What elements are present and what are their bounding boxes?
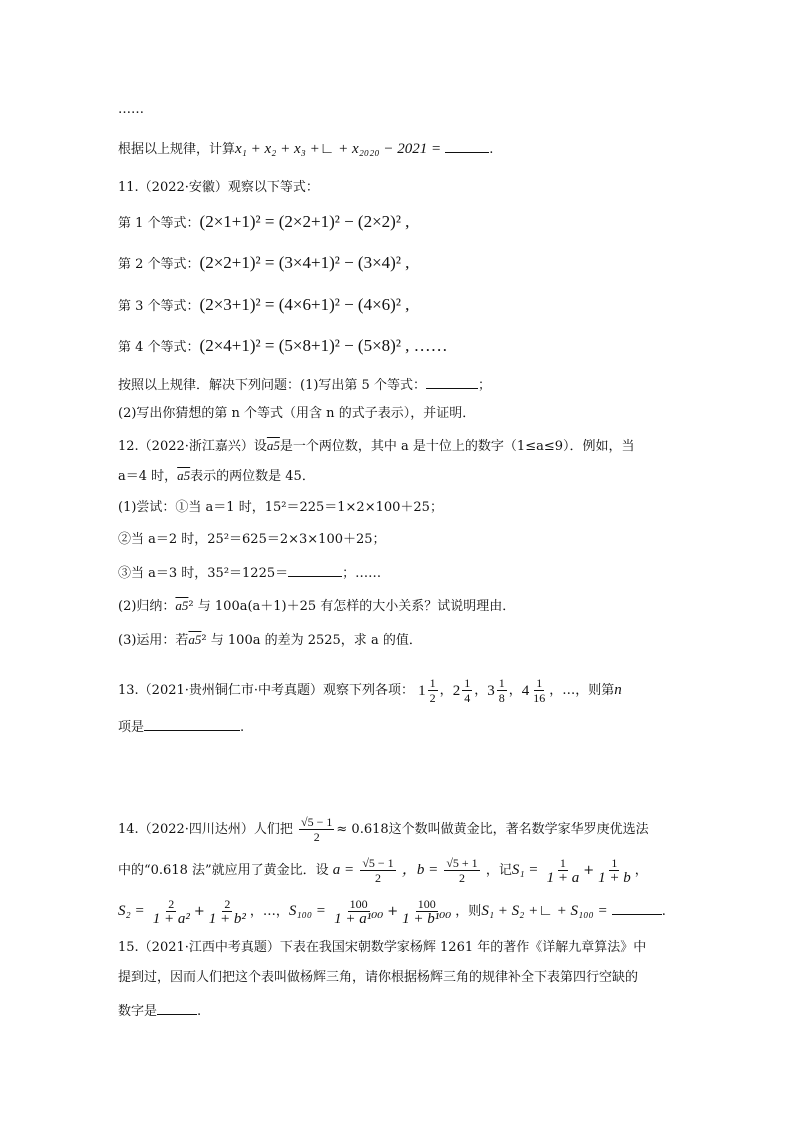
fraction-part: $\frac{1}{16}$ xyxy=(533,676,546,705)
problem-15-line-2: 提到过，因而人们把这个表叫做杨辉三角，请你根据杨辉三角的规律补全下表第四行空缺的 xyxy=(118,970,639,985)
problem-11-header: 11.（2022·安徽）观察以下等式： xyxy=(118,180,319,195)
s100-term-a: $\frac{100}{\text{1 + a¹⁰⁰}}$ xyxy=(334,897,384,927)
answer-blank xyxy=(445,138,489,153)
fraction-part: $\frac{1}{8}$ xyxy=(498,676,505,705)
problem-12-step-1: (1)尝试：①当 a＝1 时，15²＝225＝1×2×100＋25； xyxy=(118,500,443,515)
problem-12-header: 12.（2022·浙江嘉兴）设a5是一个两位数，其中 a 是十位上的数字（1≤a≤9）．例如，当 xyxy=(118,438,635,454)
a-fraction: $\frac{√5 - 1}{2}$ xyxy=(362,856,394,885)
answer-blank xyxy=(144,716,240,731)
answer-blank xyxy=(426,374,478,389)
whole-part: 3 xyxy=(487,682,495,699)
problem-11-task-1: 按照以上规律．解决下列问题：(1)写出第 5 个等式： ； xyxy=(118,374,491,396)
s100-term-b: $\frac{100}{\text{1 + b¹⁰⁰}}$ xyxy=(402,897,452,927)
problem-11-eq-1: 第 1 个等式：(2×1+1)² = (2×2+1)² − (2×2)² , xyxy=(118,212,410,231)
problem-12-step-4: (2)归纳：a5² 与 100a(a＋1)＋25 有怎样的大小关系？试说明理由． xyxy=(118,598,516,614)
problem-12-step-5: (3)运用：若a5² 与 100a 的差为 2525，求 a 的值． xyxy=(118,632,422,648)
problem-14-line-3: S₂ = $\frac{2}{\text{1 + a²}}$ + $\frac{2}{\text{1 + b²}}$ ，…，S₁₀₀ = $\frac{100}{\text{1 + a¹⁰⁰}}$ + $\frac{100}{\text{1 + b¹⁰⁰}}$ ，则S₁ + S₂ +∟ + S₁₀₀ = . xyxy=(118,897,666,927)
problem-15-line-3: 数字是 . xyxy=(118,1000,201,1022)
problem-12-step-2: ②当 a＝2 时，25²＝625＝2×3×100＋25； xyxy=(118,532,386,547)
problem-14-line-2: 中的“0.618 法”就应用了黄金比．设 a = $\frac{√5 - 1}{2}$ ，b = $\frac{√5 + 1}{2}$ ，记S₁ = $\frac{1}{1 + a}$ + $\frac{1}{1 + b}$ ， xyxy=(118,856,648,886)
s1-term-b: $\frac{1}{1 + b}$ xyxy=(598,856,631,886)
problem-11-eq-3: 第 3 个等式：(2×3+1)² = (4×6+1)² − (4×6)² , xyxy=(118,295,410,314)
ellipsis-line: …… xyxy=(118,102,144,117)
separator: ， xyxy=(508,683,522,698)
problem-11-eq-2: 第 2 个等式：(2×2+1)² = (3×4+1)² − (3×4)² , xyxy=(118,253,410,272)
problem-13-line-2: 项是 . xyxy=(118,716,244,738)
problem-12-step-3: ③当 a＝3 时，35²＝1225＝ ；…… xyxy=(118,562,381,584)
golden-ratio-fraction: $\frac{√5 - 1}{2}$ xyxy=(301,815,333,844)
problem-15-line-1: 15.（2021·江西中考真题）下表在我国宋朝数学家杨辉 1261 年的著作《详解九章算法》中 xyxy=(118,940,647,955)
s2-term-a: $\frac{2}{\text{1 + a²}}$ xyxy=(152,897,190,927)
problem-12-example: a＝4 时，a5表示的两位数是 45． xyxy=(118,468,315,484)
fraction-part: $\frac{1}{4}$ xyxy=(464,676,471,705)
separator: ， xyxy=(439,683,453,698)
sum-expression: x₁ + x₂ + x₃ +∟ + x₂₀₂₀ − 2021 = xyxy=(235,141,442,157)
whole-part: 4 xyxy=(521,682,530,699)
problem-11-task-2: (2)写出你猜想的第 n 个等式（用含 n 的式子表示），并证明． xyxy=(118,406,476,421)
mixed-number-term xyxy=(522,673,550,709)
s1-term-a: $\frac{1}{1 + a}$ xyxy=(546,856,580,886)
problem-10-question: 根据以上规律，计算x₁ + x₂ + x₃ +∟ + x₂₀₂₀ − 2021 = . xyxy=(118,138,493,160)
separator: ， xyxy=(474,683,488,698)
s2-term-b: $\frac{2}{\text{1 + b²}}$ xyxy=(208,897,246,927)
mixed-number-sequence xyxy=(418,676,549,705)
mixed-number-term xyxy=(453,673,475,709)
answer-blank xyxy=(288,562,342,577)
answer-blank xyxy=(612,900,662,915)
problem-13-question: 13.（2021·贵州铜仁市·中考真题）观察下列各项： 1 $\frac{1}{2}$ ， 2 $\frac{1}{4}$ ， 3 $\frac{1}{8}$ ， 4 $\frac{1}{16}$ ，…，则第n xyxy=(118,672,622,709)
problem-14-header: 14.（2022·四川达州）人们把 $\frac{√5 - 1}{2}$ ≈ 0.618这个数叫做黄金比，著名数学家华罗庚优选法 xyxy=(118,815,649,844)
problem-11-eq-4: 第 4 个等式：(2×4+1)² = (5×8+1)² − (5×8)² , …… xyxy=(118,336,448,355)
mixed-number-term xyxy=(487,673,509,709)
whole-part: 1 xyxy=(418,682,426,699)
fraction-part: $\frac{1}{2}$ xyxy=(429,676,436,705)
answer-blank xyxy=(157,1000,197,1015)
mixed-number-term xyxy=(418,673,440,709)
b-fraction: $\frac{√5 + 1}{2}$ xyxy=(446,856,478,885)
whole-part: 2 xyxy=(452,682,461,699)
